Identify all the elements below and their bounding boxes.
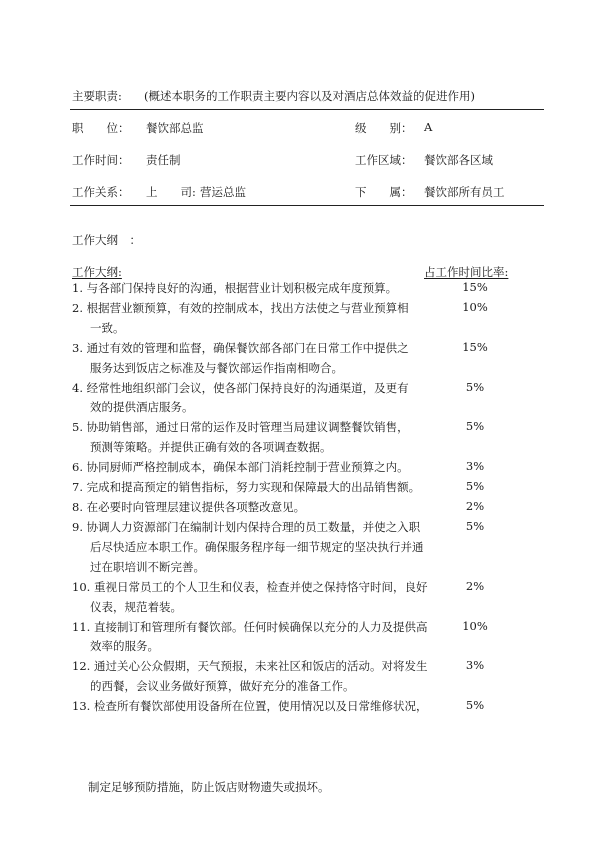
duty-item-4-cont-1: 效的提供酒店服务。: [90, 400, 194, 415]
duty-item-3-cont-1: 服务达到饭店之标准及与餐饮部运作指南相吻合。: [90, 360, 343, 375]
duty-item-7-percent: 5%: [465, 479, 485, 494]
outline-title: 工作大纲 ：: [72, 233, 141, 247]
duty-item-3: 3. 通过有效的管理和监督，确保餐饮部各部门在日常工作中提供之: [72, 340, 409, 355]
duty-item-10-cont-1: 仪表，规范着装。: [90, 599, 182, 614]
level-value: A: [424, 120, 433, 134]
list-header-right: 占工作时间比率:: [424, 265, 509, 279]
duty-item-12: 12. 通过关心公众假期，天气预报，未来社区和饭店的活动。对将发生: [72, 659, 428, 674]
work-relation-label: 工作关系：: [72, 185, 130, 199]
duty-item-8-percent: 2%: [465, 499, 485, 514]
duty-item-6: 6. 协同厨师严格控制成本，确保本部门消耗控制于营业预算之内。: [72, 460, 409, 475]
level-label: 级 别：: [355, 121, 413, 135]
duty-item-2-percent: 10%: [462, 300, 488, 314]
duty-item-11-percent: 10%: [462, 618, 488, 633]
list-header-left: 工作大纲:: [72, 265, 122, 279]
duty-item-5-cont-1: 预测等策略。并提供正确有效的各项调查数据。: [90, 440, 332, 455]
position-value: 餐饮部总监: [146, 121, 204, 135]
work-area-value: 餐饮部各区域: [424, 153, 493, 167]
duty-item-2-cont-1: 一致。: [90, 320, 125, 335]
duty-item-13-percent: 5%: [465, 698, 485, 713]
duty-item-11: 11. 直接制订和管理所有餐饮部。任何时候确保以充分的人力及提供高: [72, 619, 428, 634]
superior-label: 上 司:: [146, 185, 196, 199]
duty-item-4-percent: 5%: [465, 379, 485, 394]
duty-item-12-percent: 3%: [465, 658, 485, 673]
duty-item-9-cont-1: 后尽快适应本职工作。确保服务程序每一细节规定的坚决执行并通: [90, 540, 424, 554]
duty-item-7: 7. 完成和提高预定的销售指标，努力实现和保障最大的出品销售额。: [72, 480, 421, 495]
work-time-value: 责任制: [146, 153, 181, 167]
work-time-label: 工作时间：: [72, 153, 130, 167]
position-label: 职 位：: [72, 121, 130, 135]
duty-item-2: 2. 根据营业额预算，有效的控制成本，找出方法使之与营业预算相: [72, 301, 409, 315]
duty-item-11-cont-1: 效率的服务。: [90, 639, 159, 654]
duty-item-4: 4. 经常性地组织部门会议，使各部门保持良好的沟通渠道，及更有: [72, 380, 409, 395]
duty-item-13: 13. 检查所有餐饮部使用设备所在位置，使用情况以及日常维修状况，: [72, 699, 428, 714]
duty-item-1-percent: 15%: [462, 280, 488, 294]
footer-text: 制定足够预防措施，防止饭店财物遗失或损坏。: [88, 780, 330, 794]
duty-item-1: 1. 与各部门保持良好的沟通，根据营业计划积极完成年度预算。: [72, 281, 398, 295]
superior-value: 营运总监: [200, 185, 246, 199]
subordinate-value: 餐饮部所有员工: [424, 185, 505, 199]
info-divider: [70, 205, 544, 206]
duty-item-6-percent: 3%: [465, 459, 485, 474]
header-divider: [70, 109, 544, 110]
duty-item-5-percent: 5%: [465, 419, 485, 434]
subordinate-label: 下 属：: [355, 185, 413, 199]
duty-item-8: 8. 在必要时向管理层建议提供各项整改意见。: [72, 500, 306, 515]
duty-item-3-percent: 15%: [462, 339, 488, 354]
duty-item-9: 9. 协调人力资源部门在编制计划内保持合理的员工数量，并使之入职: [72, 520, 421, 535]
duty-item-10: 10. 重视日常员工的个人卫生和仪表，检查并使之保持恪守时间，良好: [72, 579, 428, 594]
main-duties-label: 主要职责:: [72, 89, 122, 103]
duty-item-9-cont-2: 过在职培训不断完善。: [90, 559, 205, 574]
main-duties-description: (概述本职务的工作职责主要内容以及对酒店总体效益的促进作用): [144, 89, 475, 103]
duty-item-9-percent: 5%: [465, 519, 485, 534]
work-area-label: 工作区域：: [355, 153, 413, 167]
duty-item-12-cont-1: 的西餐，会议业务做好预算，做好充分的准备工作。: [90, 679, 355, 694]
duty-item-5: 5. 协助销售部，通过日常的运作及时管理当局建议调整餐饮销售，: [72, 420, 409, 435]
duty-item-10-percent: 2%: [465, 578, 485, 593]
